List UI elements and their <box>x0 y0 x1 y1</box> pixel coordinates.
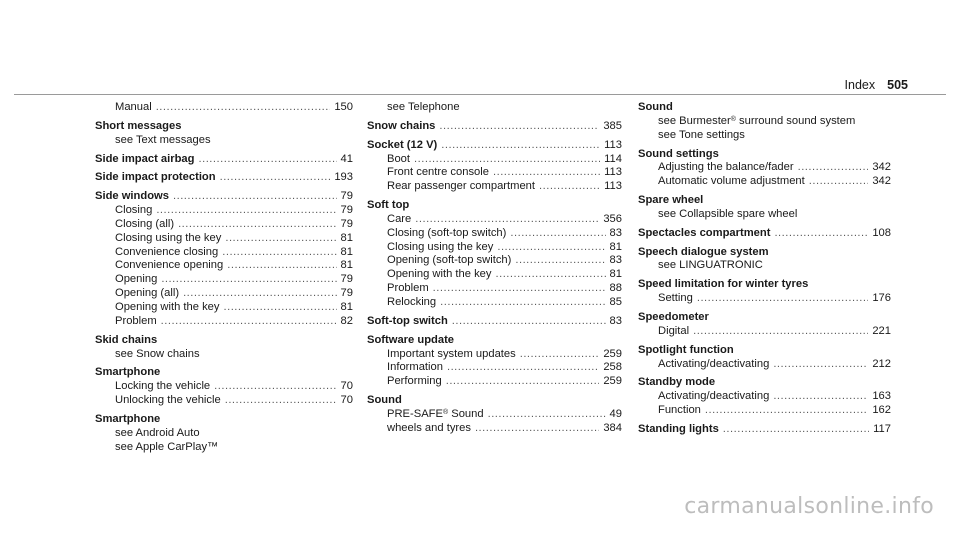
index-reference <box>638 208 891 222</box>
leader-dots <box>220 171 331 185</box>
entry-label: Important system updates <box>387 347 516 360</box>
entry-label: Smartphone <box>95 366 161 379</box>
entry-page-number: 114 <box>604 152 622 165</box>
registered-mark: ® <box>442 408 449 416</box>
index-subentry <box>95 246 353 260</box>
entry-label: see Snow chains <box>115 347 200 360</box>
index-entry <box>95 334 353 348</box>
entry-page-number: 79 <box>340 287 353 300</box>
entry-label: Closing using the key <box>115 231 222 244</box>
entry-label: Soft top <box>367 199 410 212</box>
entry-page-number: 70 <box>340 380 353 393</box>
entry-label: see Telephone <box>387 101 460 113</box>
entry-page-number: 193 <box>334 171 353 184</box>
entry-page-number: 41 <box>340 152 353 165</box>
entry-page-number: 83 <box>609 226 622 239</box>
entry-label: Problem <box>387 282 429 295</box>
entry-page-number: 221 <box>872 324 891 337</box>
index-subentry <box>638 292 891 306</box>
index-subentry <box>367 268 622 282</box>
entry-page-number: 342 <box>872 175 891 188</box>
index-entry <box>95 153 353 167</box>
leader-dots <box>198 153 336 167</box>
entry-label: Socket (12 V) <box>367 138 438 151</box>
leader-dots <box>773 358 868 372</box>
index-reference <box>638 115 891 129</box>
entry-page-number: 162 <box>872 404 891 417</box>
entry-label: Performing <box>387 375 442 388</box>
leader-dots <box>493 166 600 180</box>
entry-label: Software update <box>367 333 455 346</box>
entry-label: see Burmester® surround sound system <box>658 114 856 127</box>
leader-dots <box>488 408 606 422</box>
watermark: carmanualsonline.info <box>684 494 934 519</box>
index-subentry <box>95 287 353 301</box>
leader-dots <box>447 361 599 375</box>
entry-label: Closing (soft-top switch) <box>387 226 507 239</box>
entry-page-number: 108 <box>872 226 891 239</box>
index-entry <box>638 311 891 325</box>
entry-label: Manual <box>115 101 152 113</box>
index-subentry <box>638 161 891 175</box>
entry-label: Sound <box>367 394 402 407</box>
entry-page-number: 342 <box>872 161 891 174</box>
entry-label: Front centre console <box>387 166 489 179</box>
index-entry <box>638 344 891 358</box>
header-rule <box>14 94 946 95</box>
leader-dots <box>222 246 336 260</box>
entry-label: see LINGUATRONIC <box>658 259 763 272</box>
leader-dots <box>446 375 600 389</box>
entry-label: see Android Auto <box>115 426 200 439</box>
index-reference <box>638 129 891 143</box>
entry-label: Convenience closing <box>115 245 219 258</box>
entry-label: Locking the vehicle <box>115 380 211 393</box>
entry-page-number: 81 <box>609 268 622 281</box>
index-entry <box>367 139 622 153</box>
leader-dots <box>178 218 336 232</box>
entry-page-number: 384 <box>603 421 622 434</box>
entry-label: Information <box>387 361 443 374</box>
entry-label: Soft-top switch <box>367 314 448 327</box>
entry-page-number: 81 <box>340 245 353 258</box>
entry-page-number: 117 <box>873 422 891 435</box>
page-number: 505 <box>887 78 908 92</box>
entry-label: Problem <box>115 314 157 327</box>
index-entry <box>638 101 891 115</box>
entry-label: Short messages <box>95 119 182 132</box>
leader-dots <box>225 232 336 246</box>
entry-label: Convenience opening <box>115 259 224 272</box>
entry-page-number: 49 <box>609 407 622 420</box>
entry-label: Spectacles compartment <box>638 226 771 239</box>
entry-page-number: 356 <box>603 212 622 225</box>
entry-page-number: 259 <box>603 375 622 388</box>
entry-label: Boot <box>387 152 411 165</box>
entry-label: PRE-SAFE® Sound <box>387 407 484 420</box>
entry-label: Sound settings <box>638 147 719 160</box>
entry-page-number: 81 <box>609 240 622 253</box>
entry-label: Skid chains <box>95 333 158 346</box>
entry-page-number: 259 <box>603 347 622 360</box>
entry-page-number: 79 <box>340 204 353 217</box>
entry-page-number: 385 <box>603 119 622 132</box>
leader-dots <box>161 273 336 287</box>
index-subentry <box>638 325 891 339</box>
entry-page-number: 81 <box>340 300 353 313</box>
index-subentry <box>95 232 353 246</box>
index-subentry <box>367 361 622 375</box>
entry-page-number: 81 <box>340 231 353 244</box>
leader-dots <box>452 315 606 329</box>
index-entry <box>367 315 622 329</box>
index-entry <box>95 190 353 204</box>
index-subentry <box>95 259 353 273</box>
entry-label: Closing <box>115 204 153 217</box>
leader-dots <box>214 380 336 394</box>
index-subentry <box>95 380 353 394</box>
entry-page-number: 83 <box>609 314 622 327</box>
entry-page-number: 212 <box>872 357 891 370</box>
entry-label: Speedometer <box>638 310 709 323</box>
index-entry <box>95 413 353 427</box>
index-entry <box>367 199 622 213</box>
entry-page-number: 163 <box>872 390 891 403</box>
entry-label: see Apple CarPlay™ <box>115 440 219 453</box>
index-subentry <box>367 153 622 167</box>
index-subentry <box>95 101 353 115</box>
index-entry <box>367 394 622 408</box>
entry-label: see Text messages <box>115 133 211 146</box>
entry-page-number: 113 <box>604 138 622 151</box>
entry-page-number: 79 <box>340 217 353 230</box>
index-entry <box>95 120 353 134</box>
index-subentry <box>367 254 622 268</box>
leader-dots <box>773 390 868 404</box>
entry-label: Spotlight function <box>638 343 734 356</box>
index-entry <box>95 171 353 185</box>
leader-dots <box>497 241 605 255</box>
index-entry <box>638 194 891 208</box>
index-reference <box>95 441 353 455</box>
entry-label: Relocking <box>387 295 437 308</box>
entry-label: Opening with the key <box>387 268 492 281</box>
page-header <box>845 78 908 92</box>
entry-page-number: 79 <box>340 273 353 286</box>
entry-label: Activating/deactivating <box>658 357 770 370</box>
index-column-3 <box>638 101 891 437</box>
entry-page-number: 79 <box>340 190 353 203</box>
entry-page-number: 88 <box>609 282 622 295</box>
leader-dots <box>723 423 869 437</box>
entry-label: Opening <box>115 273 158 286</box>
leader-dots <box>156 101 331 115</box>
leader-dots <box>774 227 868 241</box>
index-subentry <box>95 204 353 218</box>
entry-page-number: 113 <box>604 166 622 179</box>
leader-dots <box>223 301 336 315</box>
index-subentry <box>95 273 353 287</box>
leader-dots <box>225 394 337 408</box>
index-subentry <box>367 180 622 194</box>
index-entry <box>638 423 891 437</box>
index-subentry <box>638 175 891 189</box>
index-subentry <box>638 358 891 372</box>
index-entry <box>638 376 891 390</box>
leader-dots <box>439 120 599 134</box>
index-entry <box>638 227 891 241</box>
leader-dots <box>693 325 868 339</box>
entry-label: Smartphone <box>95 412 161 425</box>
index-subentry <box>95 394 353 408</box>
leader-dots <box>515 254 605 268</box>
entry-label: see Collapsible spare wheel <box>658 207 798 220</box>
entry-label: Function <box>658 404 701 417</box>
entry-label: see Tone settings <box>658 128 745 141</box>
index-reference <box>95 348 353 362</box>
index-reference <box>95 134 353 148</box>
entry-page-number: 82 <box>340 314 353 327</box>
entry-label: Standing lights <box>638 422 719 435</box>
entry-page-number: 150 <box>334 101 353 113</box>
index-subentry <box>95 315 353 329</box>
entry-label: Automatic volume adjustment <box>658 175 805 188</box>
leader-dots <box>415 213 599 227</box>
leader-dots <box>809 175 869 189</box>
entry-page-number: 176 <box>872 292 891 305</box>
leader-dots <box>539 180 600 194</box>
leader-dots <box>183 287 336 301</box>
leader-dots <box>697 292 868 306</box>
entry-label: Snow chains <box>367 119 436 132</box>
entry-label: Unlocking the vehicle <box>115 394 221 407</box>
entry-label: Closing using the key <box>387 240 494 253</box>
index-subentry <box>367 296 622 310</box>
entry-label: Sound <box>638 101 673 113</box>
entry-page-number: 113 <box>604 180 622 193</box>
index-subentry <box>95 218 353 232</box>
entry-label: Speech dialogue system <box>638 245 769 258</box>
index-column-1 <box>95 101 353 454</box>
leader-dots <box>414 153 600 167</box>
index-subentry <box>367 348 622 362</box>
leader-dots <box>161 315 337 329</box>
entry-label: Side windows <box>95 190 169 203</box>
leader-dots <box>705 404 868 418</box>
entry-label: Adjusting the balance/fader <box>658 161 794 174</box>
entry-label: Opening with the key <box>115 300 220 313</box>
index-subentry <box>638 390 891 404</box>
entry-label: Opening (soft-top switch) <box>387 254 512 267</box>
leader-dots <box>433 282 606 296</box>
leader-dots <box>510 227 605 241</box>
leader-dots <box>441 139 600 153</box>
index-subentry <box>367 227 622 241</box>
index-subentry <box>367 166 622 180</box>
entry-label: Spare wheel <box>638 194 704 207</box>
index-reference <box>95 427 353 441</box>
entry-label: Setting <box>658 292 693 305</box>
index-subentry <box>367 408 622 422</box>
index-subentry <box>367 282 622 296</box>
entry-label: Opening (all) <box>115 287 180 300</box>
entry-label: Speed limitation for winter tyres <box>638 278 809 291</box>
entry-page-number: 258 <box>603 361 622 374</box>
leader-dots <box>227 259 336 273</box>
index-reference <box>638 259 891 273</box>
index-entry <box>638 148 891 162</box>
leader-dots <box>156 204 336 218</box>
index-subentry <box>367 422 622 436</box>
entry-page-number: 85 <box>609 295 622 308</box>
header-title: Index <box>844 78 876 92</box>
entry-page-number: 70 <box>340 394 353 407</box>
leader-dots <box>520 348 600 362</box>
entry-label: wheels and tyres <box>387 421 471 434</box>
entry-label: Side impact protection <box>95 171 216 184</box>
entry-label: Closing (all) <box>115 217 175 230</box>
index-entry <box>367 120 622 134</box>
index-subentry <box>367 213 622 227</box>
index-subentry <box>367 241 622 255</box>
entry-page-number: 83 <box>609 254 622 267</box>
entry-label: Activating/deactivating <box>658 390 770 403</box>
entry-label: Digital <box>658 324 690 337</box>
leader-dots <box>475 422 599 436</box>
entry-label: Standby mode <box>638 376 716 389</box>
index-entry <box>638 246 891 260</box>
entry-label: Rear passenger compartment <box>387 180 535 193</box>
index-entry <box>367 334 622 348</box>
index-entry <box>95 366 353 380</box>
leader-dots <box>798 161 869 175</box>
index-subentry <box>638 404 891 418</box>
registered-mark: ® <box>730 115 736 123</box>
entry-page-number: 81 <box>340 259 353 272</box>
index-column-2 <box>367 101 622 436</box>
index-reference <box>367 101 622 115</box>
entry-label: Care <box>387 212 412 225</box>
leader-dots <box>440 296 605 310</box>
leader-dots <box>173 190 337 204</box>
index-subentry <box>95 301 353 315</box>
index-entry <box>638 278 891 292</box>
leader-dots <box>495 268 605 282</box>
index-subentry <box>367 375 622 389</box>
entry-label: Side impact airbag <box>95 152 195 165</box>
